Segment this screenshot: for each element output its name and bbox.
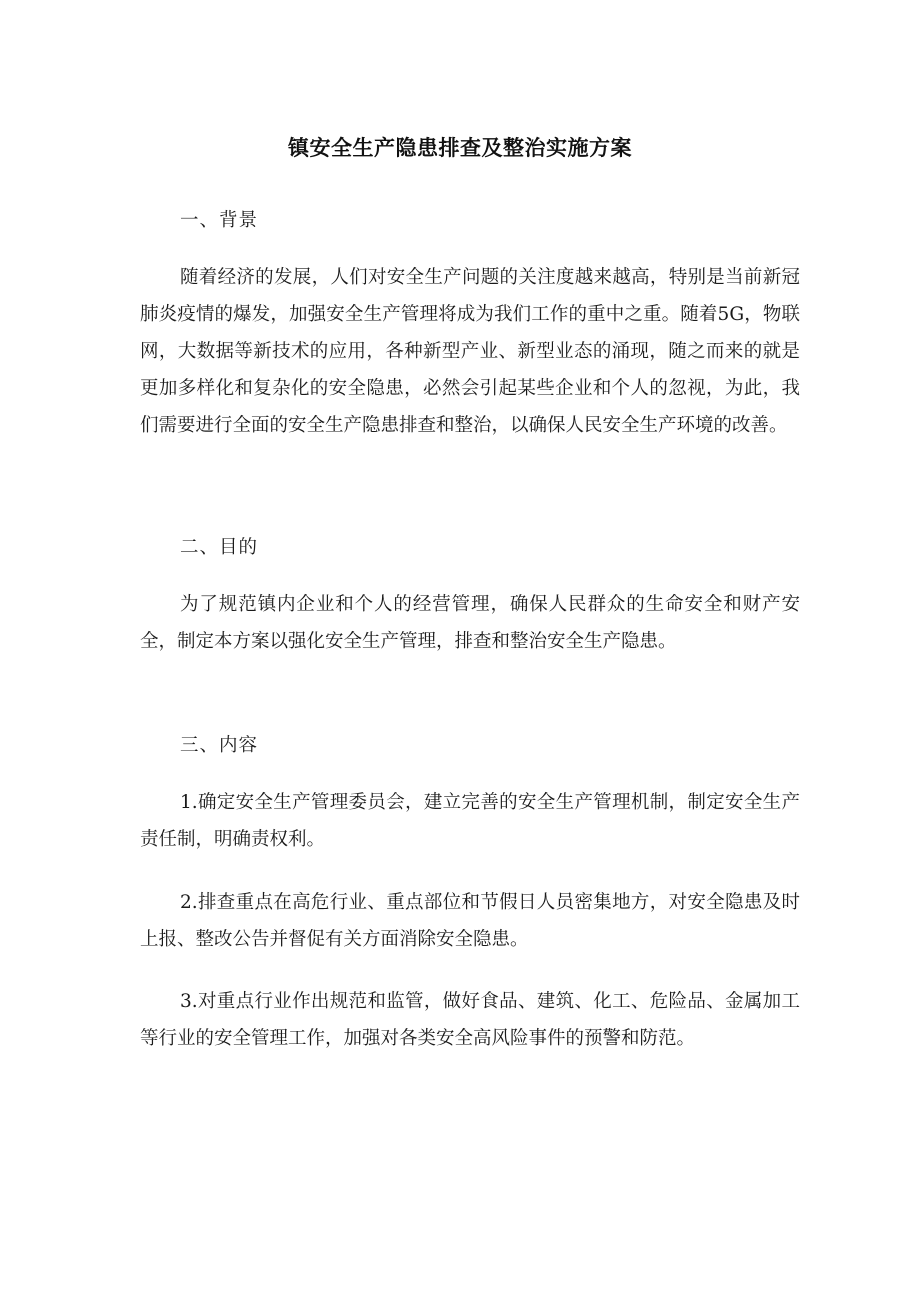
paragraph-content-item-3: 3.对重点行业作出规范和监管，做好食品、建筑、化工、危险品、金属加工等行业的安全管理工作，加强对各类安全高风险事件的预警和防范。 — [140, 991, 800, 1049]
document-title: 镇安全生产隐患排查及整治实施方案 — [288, 136, 632, 160]
section-heading-purpose: 二、目的 — [180, 537, 259, 558]
paragraph-content-item-2: 2.排查重点在高危行业、重点部位和节假日人员密集地方，对安全隐患及时上报、整改公告并督促有关方面消除安全隐患。 — [140, 892, 800, 950]
paragraph-content-item-1: 1.确定安全生产管理委员会，建立完善的安全生产管理机制，制定安全生产责任制，明确责权利。 — [140, 792, 800, 850]
section-heading-background: 一、背景 — [180, 210, 259, 231]
paragraph-background: 随着经济的发展，人们对安全生产问题的关注度越来越高，特别是当前新冠肺炎疫情的爆发，加强安全生产管理将成为我们工作的重中之重。随着5G，物联网，大数据等新技术的应用，各种新型产业、新型业态的涌现，随之而来的就是更加多样化和复杂化的安全隐患，必然会引起某些企业和个人的忽视，为此，我们需要进行全面的安全生产隐患排查和整治，以确保人民安全生产环境的改善。 — [140, 267, 800, 436]
paragraph-purpose: 为了规范镇内企业和个人的经营管理，确保人民群众的生命安全和财产安全，制定本方案以强化安全生产管理，排查和整治安全生产隐患。 — [140, 594, 800, 652]
section-heading-content: 三、内容 — [180, 735, 259, 756]
